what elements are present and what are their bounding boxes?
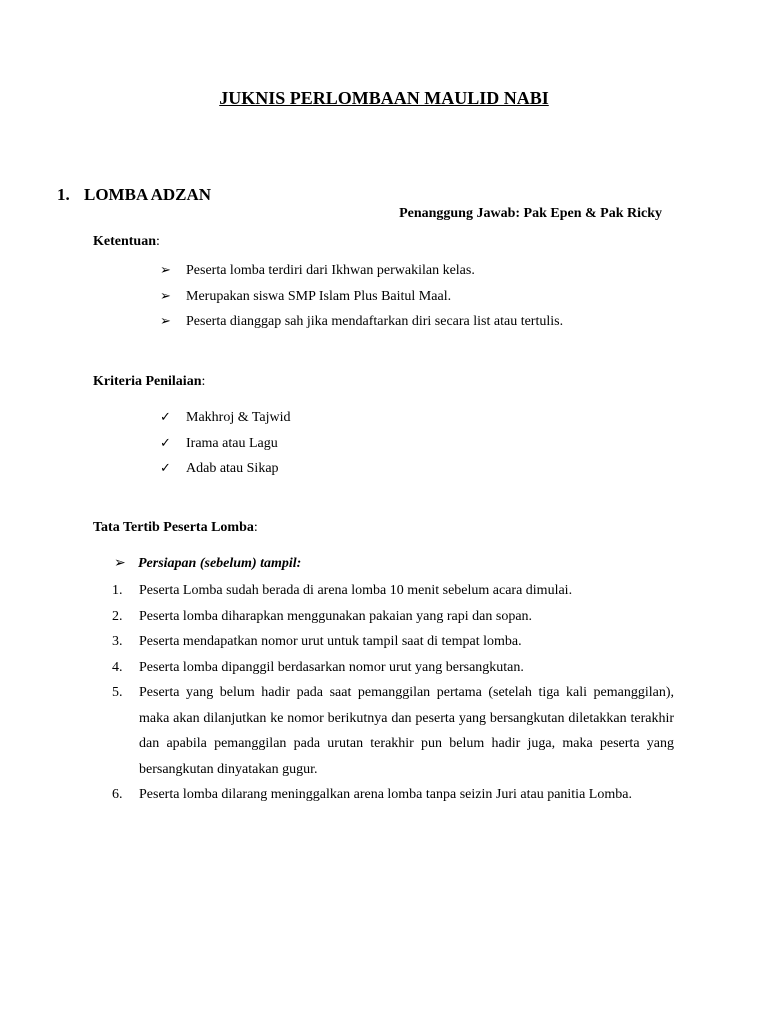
ketentuan-list [160,258,563,335]
arrow-bullet-icon: ➢ [114,555,126,571]
checkmark-icon: ✓ [160,435,171,451]
rule-text: Peserta lomba diharapkan menggunakan pakaian yang rapi dan sopan. [139,608,533,624]
persiapan-heading-text: Persiapan (sebelum) tampil: [138,556,302,571]
arrow-bullet-icon: ➢ [160,314,171,329]
list-item-text: Irama atau Lagu [186,435,278,451]
list-item [160,405,291,431]
kriteria-label-text: Kriteria Penilaian [93,374,202,389]
rule-number: 6. [112,787,123,802]
list-item-text: Makhroj & Tajwid [186,410,291,425]
arrow-bullet-icon: ➢ [160,288,171,304]
rule-text: Peserta lomba dipanggil berdasarkan nomor urut yang bersangkutan. [139,659,524,675]
rule-number: 5. [112,685,123,700]
list-item [160,309,563,335]
list-item-text: Adab atau Sikap [186,461,279,476]
list-item [160,284,563,310]
list-item-text: Merupakan siswa SMP Islam Plus Baitul Maal. [186,288,452,304]
kriteria-colon: : [201,374,206,389]
list-item-text: Peserta dianggap sah jika mendaftarkan diri secara list atau tertulis. [186,314,564,329]
tata-tertib-label-text: Tata Tertib Peserta Lomba [93,520,254,535]
list-item [112,604,674,630]
checkmark-icon: ✓ [160,410,171,425]
rule-number: 4. [112,659,123,675]
ketentuan-label-text: Ketentuan [93,234,156,249]
list-item [112,629,674,655]
arrow-bullet-icon: ➢ [160,263,171,278]
rule-text: Peserta yang belum hadir pada saat pemanggilan pertama (setelah tiga kali pemanggilan), maka akan dilanjutkan ke nomor berikutnya dan peserta yang bersangkutan diletakkan terakhir dan apabila pemanggilan pada urutan terakhir pun belum hadir juga, maka peserta yang bersangkutan dinyatakan gugur. [139,685,674,777]
persiapan-heading [114,555,301,572]
kriteria-list [160,405,291,482]
section-heading [57,185,211,205]
list-item [112,680,674,782]
kriteria-label [93,374,205,390]
ketentuan-colon: : [156,234,160,249]
list-item [160,258,563,284]
ketentuan-label [93,234,160,250]
tata-tertib-colon: : [253,520,258,535]
tata-tertib-label [93,520,258,536]
list-item [112,782,674,808]
penanggung-jawab: Penanggung Jawab: Pak Epen & Pak Ricky [399,206,662,221]
rule-number: 2. [112,608,123,624]
checkmark-icon: ✓ [160,461,171,476]
section-title: LOMBA ADZAN [84,185,212,204]
list-item-text: Peserta lomba terdiri dari Ikhwan perwakilan kelas. [186,263,475,278]
rules-list [112,578,674,808]
rule-text: Peserta mendapatkan nomor urut untuk tampil saat di tempat lomba. [139,634,522,649]
list-item [160,431,291,457]
rule-text: Peserta lomba dilarang meninggalkan arena lomba tanpa seizin Juri atau panitia Lomba. [139,787,632,802]
list-item [160,456,291,482]
rule-number: 1. [112,583,123,598]
document-title: JUKNIS PERLOMBAAN MAULID NABI [219,88,549,108]
rule-text: Peserta Lomba sudah berada di arena lomba 10 menit sebelum acara dimulai. [139,583,573,598]
list-item [112,655,674,681]
section-number: 1. [57,185,70,204]
list-item [112,578,674,604]
rule-number: 3. [112,634,123,649]
